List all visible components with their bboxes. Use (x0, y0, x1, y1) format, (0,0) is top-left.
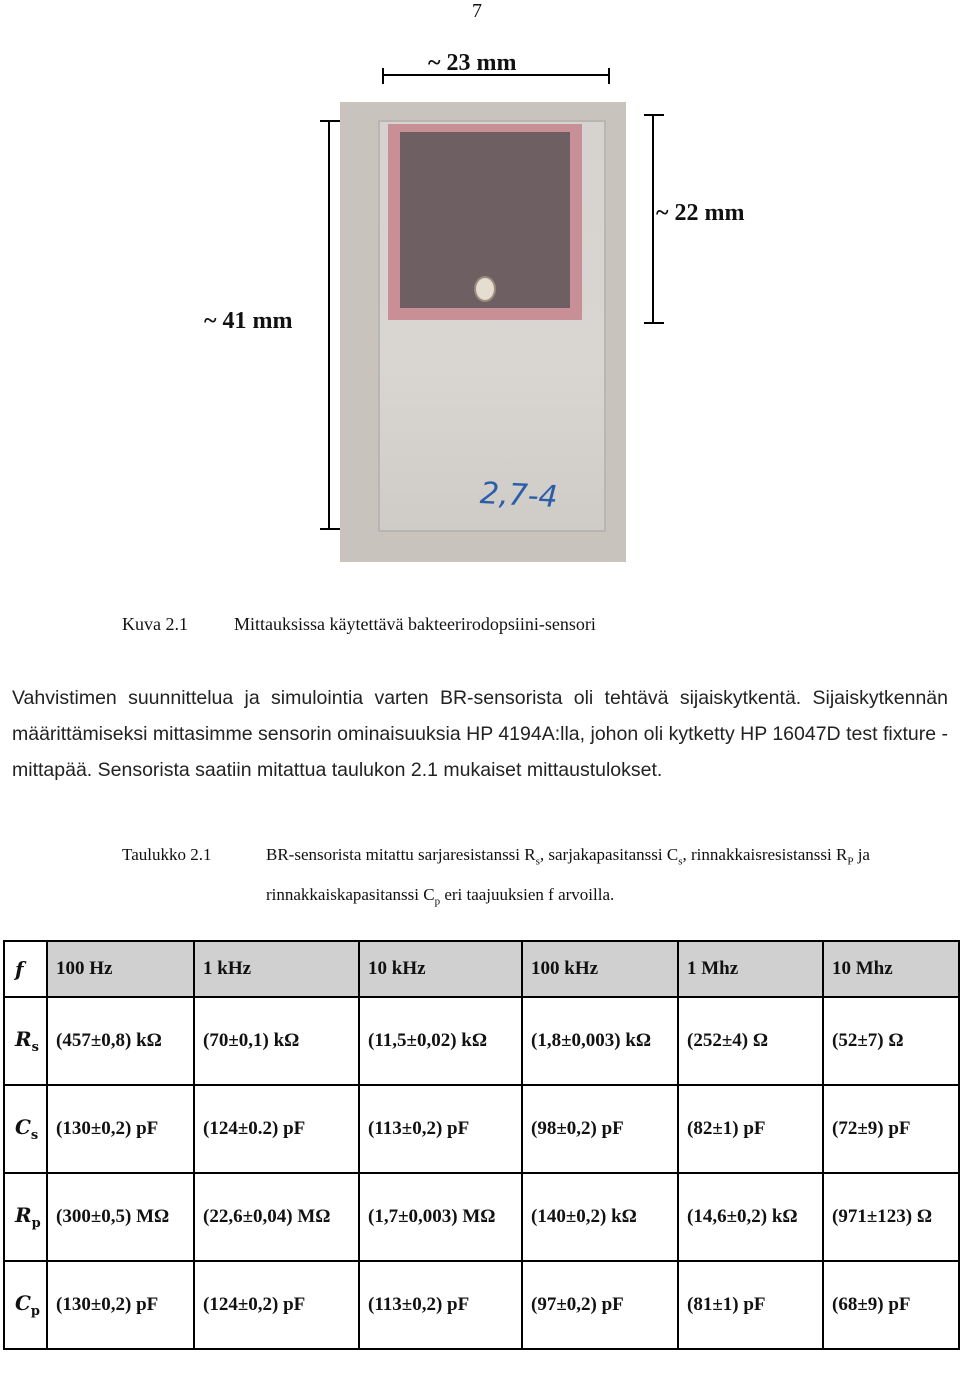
header-cell: 10 Mhz (823, 941, 959, 997)
table-cell: (252±4) Ω (678, 997, 823, 1085)
table-cell: (130±0,2) pF (47, 1085, 194, 1173)
table-header-row (4, 941, 959, 997)
caption-sub: P (847, 855, 854, 868)
table-row (4, 997, 959, 1085)
table-cell: (98±0,2) pF (522, 1085, 678, 1173)
table-cell: (81±1) pF (678, 1261, 823, 1349)
caption-sub: p (434, 895, 441, 908)
header-cell: 10 kHz (359, 941, 522, 997)
table-cell: (113±0,2) pF (359, 1261, 522, 1349)
table-row (4, 1261, 959, 1349)
row-symbol (4, 1085, 47, 1173)
row-symbol (4, 997, 47, 1085)
header-cell: 1 kHz (194, 941, 359, 997)
table-cell: (70±0,1) kΩ (194, 997, 359, 1085)
frequency-symbol: f (4, 941, 47, 997)
figure-caption-number: Kuva 2.1 (122, 614, 188, 634)
table-cell: (22,6±0,04) MΩ (194, 1173, 359, 1261)
header-cell: 100 kHz (522, 941, 678, 997)
caption-part: ja rinnakkaiskapasitanssi C (266, 845, 870, 905)
length-dimension-label: ~ 41 mm (204, 308, 293, 334)
symbol-subscript: p (30, 1304, 41, 1319)
figure-caption-text: Mittauksissa käytettävä bakteerirodopsiini-sensori (234, 614, 596, 634)
symbol-letter: R (15, 1203, 32, 1227)
table-row (4, 1085, 959, 1173)
table-cell: (140±0,2) kΩ (522, 1173, 678, 1261)
table-cell: (72±9) pF (823, 1085, 959, 1173)
table-cell: (68±9) pF (823, 1261, 959, 1349)
caption-part: , rinnakkaisresistanssi R (682, 845, 848, 864)
body-paragraph: Vahvistimen suunnittelua ja simulointia varten BR-sensorista oli tehtävä sijaiskytkentä. Sijaiskytkennän määrittämiseksi mittasimme sensorin ominaisuuksia HP 4194A:lla, johon oli kytketty HP 16047D test fixture -mittapää. Sensorista saatiin mitattua taulukon 2.1 mukaiset mittaustulokset. (12, 687, 948, 781)
symbol-subscript: s (30, 1128, 39, 1143)
length-dimension-line (328, 120, 330, 530)
table-cell: (1,7±0,003) MΩ (359, 1173, 522, 1261)
symbol-subscript: p (31, 1216, 41, 1231)
table-cell: (97±0,2) pF (522, 1261, 678, 1349)
figure-caption (122, 614, 596, 635)
symbol-subscript: s (31, 1040, 39, 1055)
measurement-table (3, 940, 960, 1350)
table-cell: (14,6±0,2) kΩ (678, 1173, 823, 1261)
page-number: 7 (472, 0, 482, 22)
table-cell: (124±0,2) pF (194, 1261, 359, 1349)
electrode-dimension-line (652, 114, 654, 324)
electrode-dimension-label: ~ 22 mm (656, 200, 745, 226)
symbol-letter: R (15, 1027, 32, 1051)
header-cell: 100 Hz (47, 941, 194, 997)
contact-dot (474, 276, 496, 302)
sensor-figure (0, 0, 960, 600)
row-symbol (4, 1261, 47, 1349)
header-cell: 1 Mhz (678, 941, 823, 997)
table-caption-number: Taulukko 2.1 (122, 845, 212, 864)
table-cell: (11,5±0,02) kΩ (359, 997, 522, 1085)
row-symbol (4, 1173, 47, 1261)
caption-sub: s (535, 855, 540, 868)
slide-marking: 2,7-4 (479, 475, 559, 516)
table-cell: (1,8±0,003) kΩ (522, 997, 678, 1085)
caption-part: , sarjakapasitanssi C (539, 845, 679, 864)
symbol-letter: C (15, 1115, 31, 1139)
table-cell: (82±1) pF (678, 1085, 823, 1173)
table-cell: (300±0,5) MΩ (47, 1173, 194, 1261)
width-dimension-label: ~ 23 mm (428, 50, 517, 76)
symbol-letter: C (15, 1291, 31, 1315)
caption-part: eri taajuuksien f arvoilla. (440, 885, 615, 905)
table-cell: (124±0.2) pF (194, 1085, 359, 1173)
table-cell: (113±0,2) pF (359, 1085, 522, 1173)
table-caption-text (266, 838, 952, 919)
table-row (4, 1173, 959, 1261)
table-caption (122, 838, 952, 919)
table-cell: (52±7) Ω (823, 997, 959, 1085)
caption-part: BR-sensorista mitattu sarjaresistanssi R (266, 845, 536, 864)
table-cell: (971±123) Ω (823, 1173, 959, 1261)
table-cell: (457±0,8) kΩ (47, 997, 194, 1085)
table-cell: (130±0,2) pF (47, 1261, 194, 1349)
caption-sub: s (678, 855, 683, 868)
